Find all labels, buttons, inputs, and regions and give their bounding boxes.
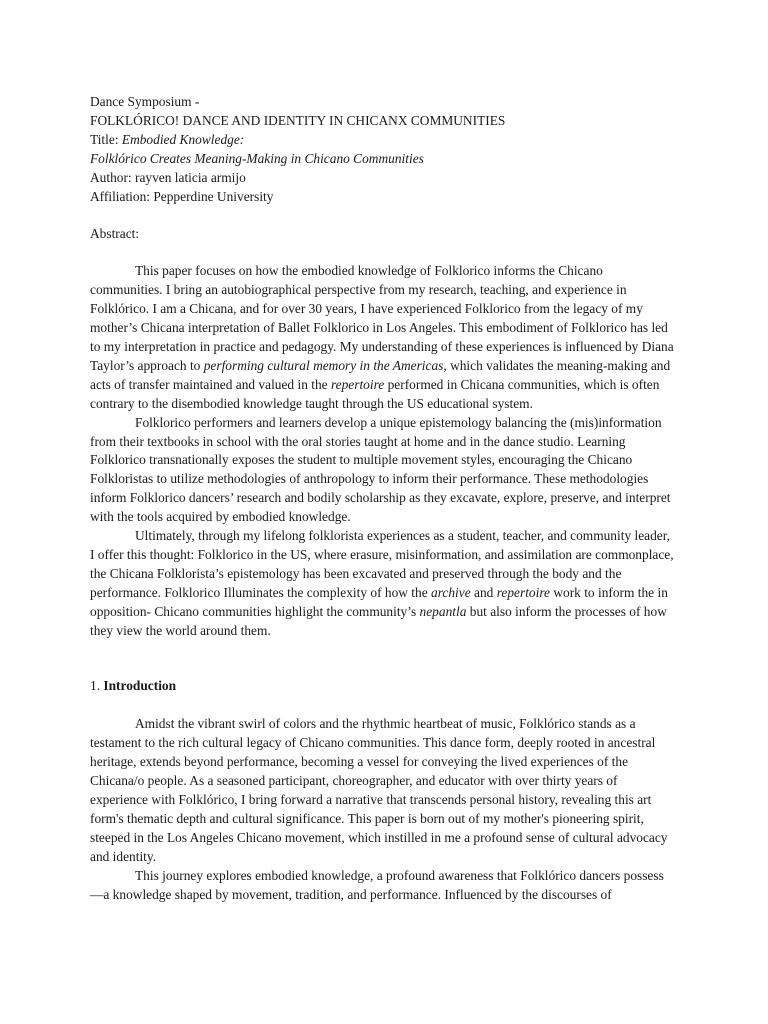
abstract-p1-italic-phrase: performing cultural memory in the Americas,	[203, 357, 447, 373]
title-label: Title:	[90, 131, 122, 147]
abstract-p3-text-g: but also inform the processes of how they view the world around them.	[90, 603, 667, 638]
section-number: 1.	[90, 678, 104, 694]
abstract-section	[90, 262, 676, 640]
abstract-paragraph-3	[90, 527, 676, 640]
affiliation-line: Affiliation: Pepperdine University	[90, 188, 274, 204]
abstract-p3-text-c: and	[470, 584, 497, 600]
abstract-heading: Abstract:	[90, 226, 140, 242]
introduction-paragraph-1: Amidst the vibrant swirl of colors and the rhythmic heartbeat of music, Folklórico stands as a testament to the rich cultural legacy of Chicano communities. This dance form, deeply rooted in ancestral heritage, extends beyond performance, becoming a vessel for conveying the lived experiences of the Chicana/o people. As a seasoned participant, choreographer, and educator with over thirty years of experience with Folklórico, I bring forward a narrative that transcends personal history, revealing this art form's thematic depth and cultural significance. This paper is born out of my mother's pioneering spirit, steeped in the Los Angeles Chicano movement, which instilled in me a profound sense of cultural advocacy and identity.	[90, 716, 668, 864]
document-header	[90, 93, 676, 206]
abstract-p1-text-a: This paper focuses on how the embodied knowledge of Folklorico informs the Chicano communities. I bring an autobiographical perspective from my research, teaching, and experience in Folklórico. I am a Chicana, and for over 30 years, I have experienced Folklorico from the legacy of my mother’s Chicana interpretation of Ballet Folklorico in Los Angeles. This embodiment of Folklorico has led to my interpretation in practice and pedagogy. My understanding of these experiences is influenced by Diana Taylor’s approach to	[90, 263, 674, 373]
symposium-line: Dance Symposium -	[90, 94, 200, 109]
symposium-theme: FOLKLÓRICO! DANCE AND IDENTITY IN CHICANX COMMUNITIES	[90, 112, 506, 128]
title-line	[90, 131, 676, 150]
abstract-p3-italic-nepantla: nepantla	[419, 603, 467, 619]
title-subtitle: Folklórico Creates Meaning-Making in Chicano Communities	[90, 150, 424, 166]
abstract-p1-text-e: performed in Chicana communities, which is often contrary to the disembodied knowledge taught through the US educational system.	[90, 376, 660, 411]
abstract-paragraph-1	[90, 262, 676, 413]
author-line: Author: rayven laticia armijo	[90, 169, 246, 185]
abstract-p3-italic-archive: archive	[431, 584, 471, 600]
abstract-paragraph-2: Folklorico performers and learners develop a unique epistemology balancing the (mis)information from their textbooks in school with the oral stories taught at home and in the dance studio. Learning Folklorico transnationally exposes the student to multiple movement styles, encouraging the Chicano Folkloristas to utilize methodologies of anthropology to inform their performance. These methodologies inform Folklorico dancers’ research and bodily scholarship as they excavate, explore, preserve, and interpret with the tools acquired by embodied knowledge.	[90, 414, 671, 525]
abstract-p3-text-e: work to inform the in opposition- Chicano communities highlight the community’s	[90, 584, 668, 619]
introduction-section	[90, 715, 676, 904]
section-title: Introduction	[103, 678, 177, 694]
subtitle-line	[90, 150, 676, 169]
abstract-p1-italic-repertoire: repertoire	[330, 376, 385, 392]
introduction-heading	[90, 677, 676, 696]
abstract-p3-italic-repertoire: repertoire	[496, 584, 550, 600]
title-main: Embodied Knowledge:	[121, 131, 245, 147]
introduction-paragraph-2: This journey explores embodied knowledge, a profound awareness that Folklórico dancers possess—a knowledge shaped by movement, tradition, and performance. Influenced by the discourses of	[90, 867, 664, 902]
abstract-p1-text-c: which validates the meaning-making and acts of transfer maintained and valued in the	[90, 357, 671, 392]
abstract-p3-text-a: Ultimately, through my lifelong folklorista experiences as a student, teacher, and community leader, I offer this thought: Folklorico in the US, where erasure, misinformation, and assimilation are commonplace, the Chicana Folklorista’s epistemology has been excavated and preserved through the body and the performance. Folklorico Illuminates the complexity of how the	[90, 528, 674, 600]
